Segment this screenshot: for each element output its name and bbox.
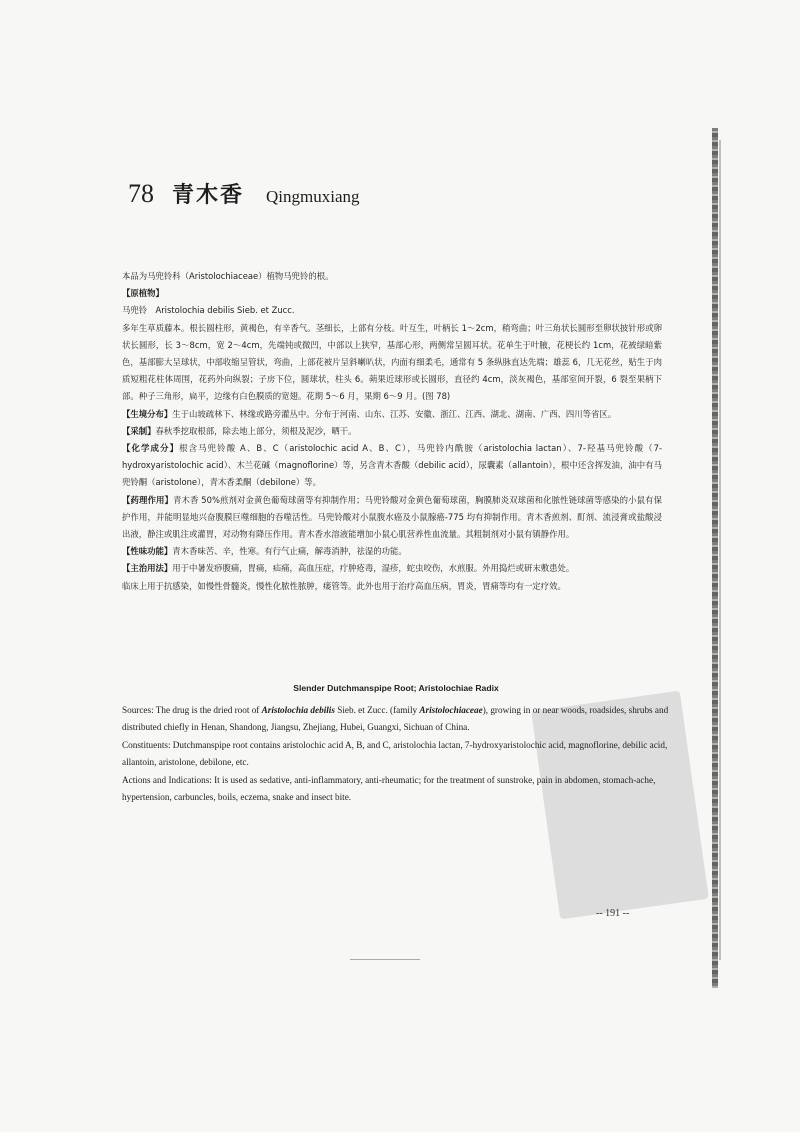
- page-binding-edge: [712, 128, 718, 988]
- section-label-harvest: 【采制】: [122, 425, 156, 436]
- english-constituents: Constituents: Dutchmanspipe root contains aristolochic acid A, B, and C, aristolochia lactan, 7-hydroxyaristolochic acid, magnoflorine, debilic acid, allantoin, aristolone, debilone, etc.: [122, 739, 668, 767]
- chemistry-text: 根含马兜铃酸 A、B、C（aristolochic acid A、B、C），马兜铃内酰胺（aristolochia lactan）、7-羟基马兜铃酸（7-hydroxyaristolochic acid）、木兰花碱（magnoflorine）等，另含青木香酸（debilic acid），尿囊素（allantoin），根中还含挥发油，油中有马兜铃酮（aristolone），青木香柔酮（debilone）等。: [122, 443, 663, 488]
- page-number: -- 191 --: [596, 908, 630, 919]
- chinese-description: [122, 268, 662, 595]
- entry-title-pinyin: Qingmuxiang: [266, 187, 360, 206]
- english-description: [122, 680, 670, 807]
- entry-number: 78: [128, 179, 154, 208]
- section-label-plant: 【原植物】: [122, 288, 164, 299]
- species-name: Aristolochia debilis: [261, 704, 335, 715]
- entry-heading: [128, 178, 360, 218]
- section-label-usage: 【主治用法】: [122, 563, 173, 574]
- section-label-habitat: 【生境分布】: [122, 408, 173, 419]
- section-label-pharmacology: 【药理作用】: [122, 494, 174, 505]
- plant-description: 多年生草质藤本。根长圆柱形，黄褐色，有辛香气。茎细长，上部有分枝。叶互生，叶柄长 1～2cm，稍弯曲；叶三角状长圆形至卵状披针形或卵状长圆形，长 3～8cm，宽 2～4cm，先端钝或微凹，中部以上狭窄，基部心形，两侧常呈圆耳状。花单生于叶腋，花梗长约 1cm，花被绿暗紫色，基部膨大呈球状，中部收缩呈管状，弯曲，上部花被片呈斜喇叭状，内面有细柔毛，通常有 5 条纵脉直达先端；雄蕊 6，几无花丝，贴生于肉质短粗花柱体周围，花药外向纵裂；子房下位，圆球状，柱头 6。蒴果近球形或长圆形，直径约 4cm，淡灰褐色，基部室间开裂，6 裂至果柄下部。种子三角形，扁平，边缘有白色膜质的宽翅。花期 5～6 月，果期 6～9 月。(图 78): [122, 322, 662, 402]
- usage-text: 用于中暑发痧腹痛，胃痛，疝痛，高血压症，疔肿疮毒，湿疹，蛇虫咬伤，水煎服。外用捣烂或研末敷患处。: [172, 563, 575, 574]
- habitat-text: 生于山坡疏林下、林缘或路旁灌丛中。分布于河南、山东、江苏、安徽、浙江、江西、湖北、湖南、广西、四川等省区。: [172, 408, 617, 419]
- intro-text: 本品为马兜铃科（Aristolochiaceae）植物马兜铃的根。: [122, 271, 334, 281]
- english-sources: Sources: The drug is the dried root of Aristolochia debilis Sieb. et Zucc. (family Aristolochiaceae), growing in or near woods, roadsides, shrubs and distributed chiefly in Henan, Shandong, Jiangsu, Zhejiang, Hubei, Guangxi, Sichuan of China.: [122, 704, 669, 732]
- clinical-text: 临床上用于抗感染，如慢性骨髓炎，慢性化脓性脓肿，瘘管等。此外也用于治疗高血压病，胃炎，胃痛等均有一定疗效。: [122, 580, 566, 591]
- page-binding-shadow: [719, 140, 721, 960]
- english-actions: Actions and Indications: It is used as sedative, anti-inflammatory, anti-rheumatic; for the treatment of sunstroke, pain in abdomen, stomach-ache, hypertension, carbuncles, boils, eczema, snake and insect bite.: [122, 774, 656, 802]
- plant-name: 马兜铃 Aristolochia debilis Sieb. et Zucc.: [122, 305, 295, 316]
- section-label-nature: 【性味功能】: [122, 546, 173, 557]
- family-name: Aristolochiaceae: [419, 704, 483, 715]
- harvest-text: 春秋季挖取根部，除去地上部分，须根及泥沙，晒干。: [155, 425, 357, 436]
- pharmacology-text: 青木香 50%煎剂对金黄色葡萄球菌等有抑制作用；马兜铃酸对金黄色葡萄球菌，胸膜肺炎双球菌和化脓性链球菌等感染的小鼠有保护作用，并能明显地兴奋腹膜巨噬细胞的吞噬活性。马兜铃酸对小鼠腹水癌及小鼠腺癌-775 均有抑制作用。青木香煎剂、酊剂、流浸膏或盐酸浸出液，静注或肌注或灌胃，对动物有降压作用。青木香水溶液能增加小鼠心肌营养性血流量。其粗制剂对小鼠有镇静作用。: [122, 494, 662, 540]
- entry-title-chinese: 青木香: [172, 183, 245, 208]
- nature-text: 青木香味苦、辛，性寒。有行气止痛，解毒消肿，祛湿的功能。: [172, 546, 407, 557]
- section-label-chemistry: 【化学成分】: [122, 443, 180, 454]
- footer-divider: [350, 959, 420, 960]
- english-title: Slender Dutchmanspipe Root; Aristolochiae Radix: [293, 683, 499, 693]
